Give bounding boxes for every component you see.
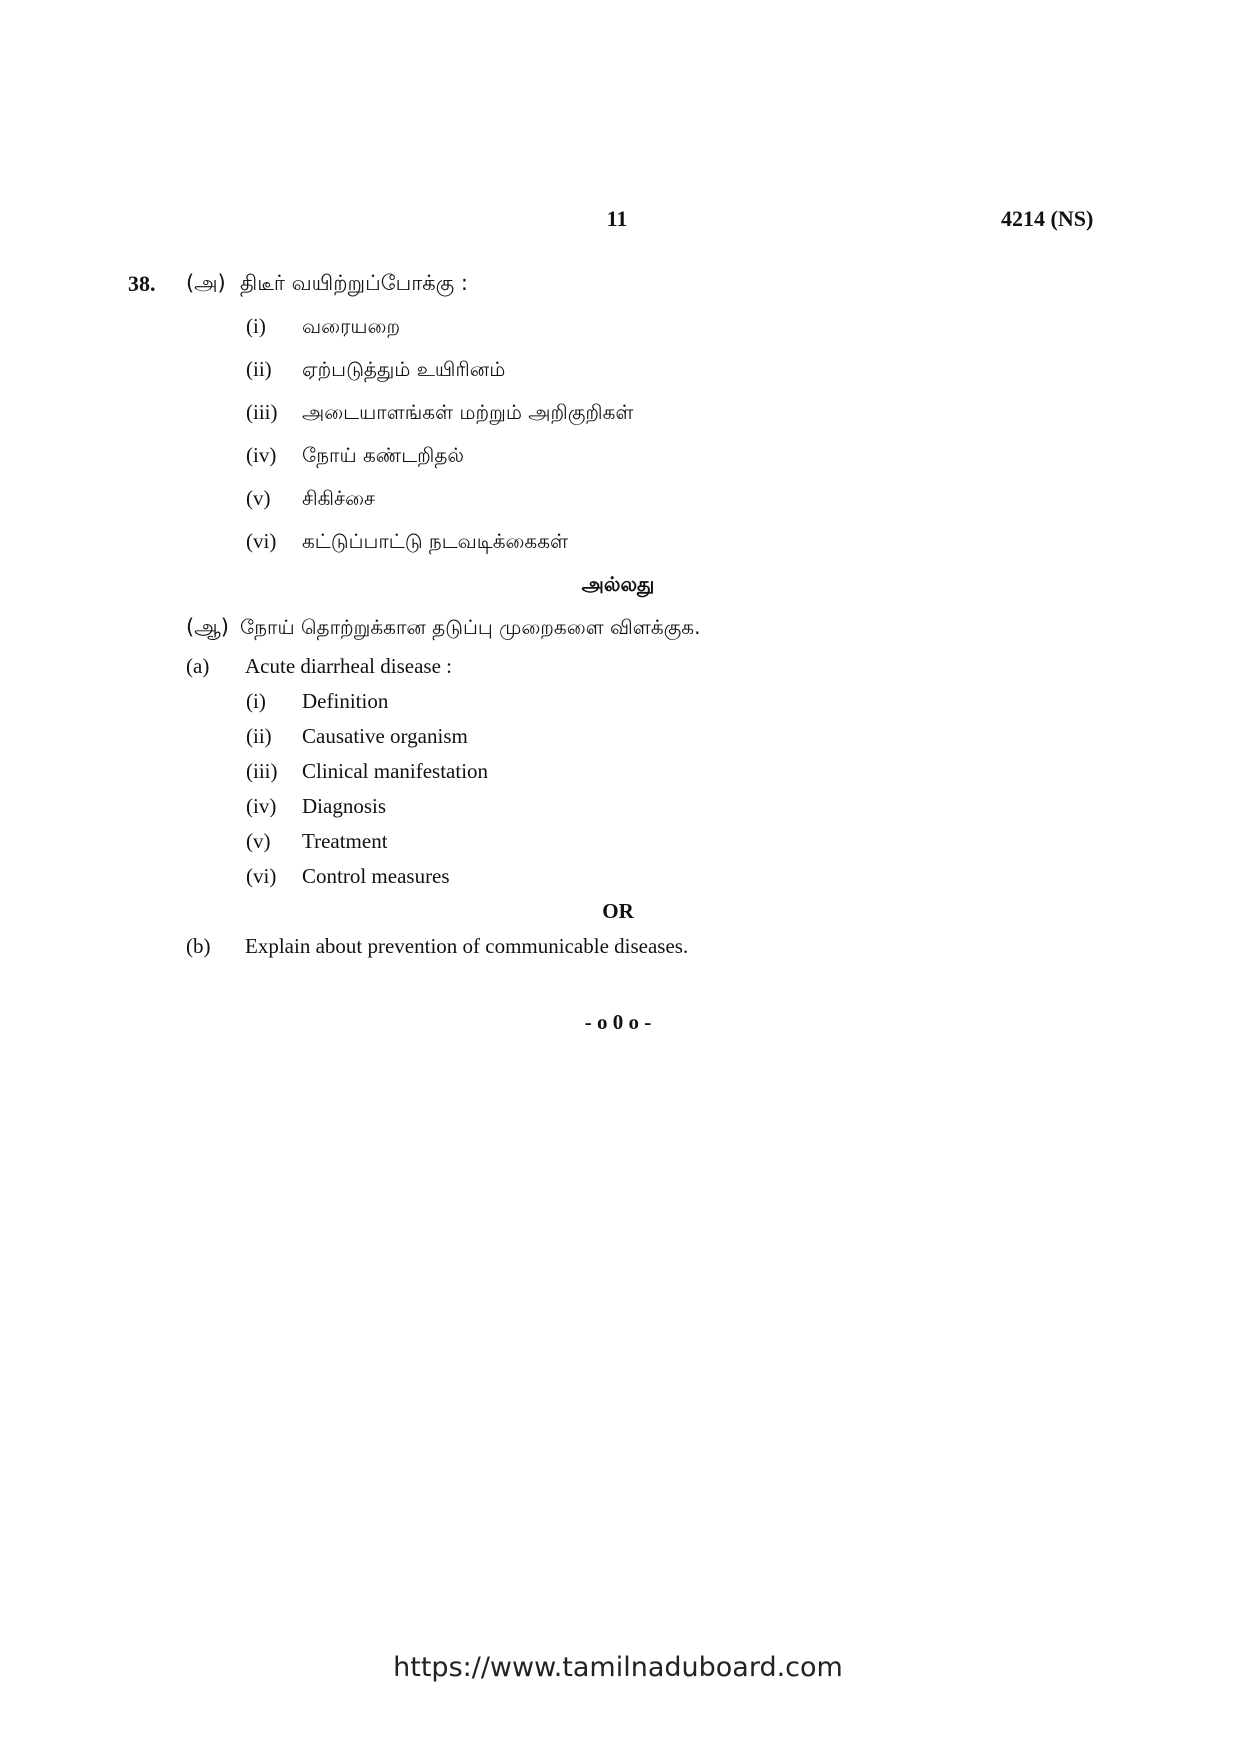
tamil-item-text: ஏற்படுத்தும் உயிரினம் — [302, 357, 506, 381]
english-b-text: Explain about prevention of communicable diseases. — [245, 934, 689, 958]
english-item-number: (iii) — [246, 759, 278, 783]
tamil-item-number: (v) — [246, 486, 271, 510]
english-item-text: Clinical manifestation — [302, 759, 489, 783]
tamil-item-text: சிகிச்சை — [302, 486, 376, 510]
paper-code: 4214 (NS) — [1001, 206, 1094, 231]
question-number: 38. — [128, 271, 156, 296]
english-or-divider: OR — [602, 899, 634, 923]
footer-url: https://www.tamilnaduboard.com — [393, 1652, 843, 1683]
english-item-text: Definition — [302, 689, 389, 713]
english-b-label: (b) — [186, 934, 211, 958]
tamil-item-number: (i) — [246, 314, 266, 338]
english-item-number: (v) — [246, 829, 271, 853]
end-mark: - o 0 o - — [584, 1010, 652, 1034]
english-item-text: Causative organism — [302, 724, 468, 748]
tamil-b-text: நோய் தொற்றுக்கான தடுப்பு முறைகளை விளக்குக. — [240, 615, 701, 639]
english-item-text: Diagnosis — [302, 794, 386, 818]
tamil-item-number: (ii) — [246, 357, 272, 381]
tamil-item-number: (vi) — [246, 529, 277, 553]
tamil-item-text: வரையறை — [302, 314, 401, 338]
tamil-item-text: கட்டுப்பாட்டு நடவடிக்கைகள் — [302, 529, 569, 553]
tamil-item-number: (iv) — [246, 443, 277, 467]
tamil-a-title: திடீர் வயிற்றுப்போக்கு : — [240, 271, 468, 295]
tamil-item-text: அடையாளங்கள் மற்றும் அறிகுறிகள் — [302, 400, 634, 424]
english-item-number: (ii) — [246, 724, 272, 748]
english-item-number: (vi) — [246, 864, 277, 888]
page-number: 11 — [606, 206, 628, 231]
tamil-a-label: (அ) — [186, 271, 226, 295]
tamil-or-divider: அல்லது — [581, 572, 655, 596]
tamil-item-text: நோய் கண்டறிதல் — [302, 443, 464, 467]
english-a-title: Acute diarrheal disease : — [245, 654, 452, 678]
tamil-item-number: (iii) — [246, 400, 278, 424]
english-item-text: Control measures — [302, 864, 450, 888]
english-item-text: Treatment — [302, 829, 388, 853]
english-item-number: (iv) — [246, 794, 277, 818]
tamil-b-label: (ஆ) — [186, 615, 229, 639]
english-item-number: (i) — [246, 689, 266, 713]
english-a-label: (a) — [186, 654, 210, 678]
